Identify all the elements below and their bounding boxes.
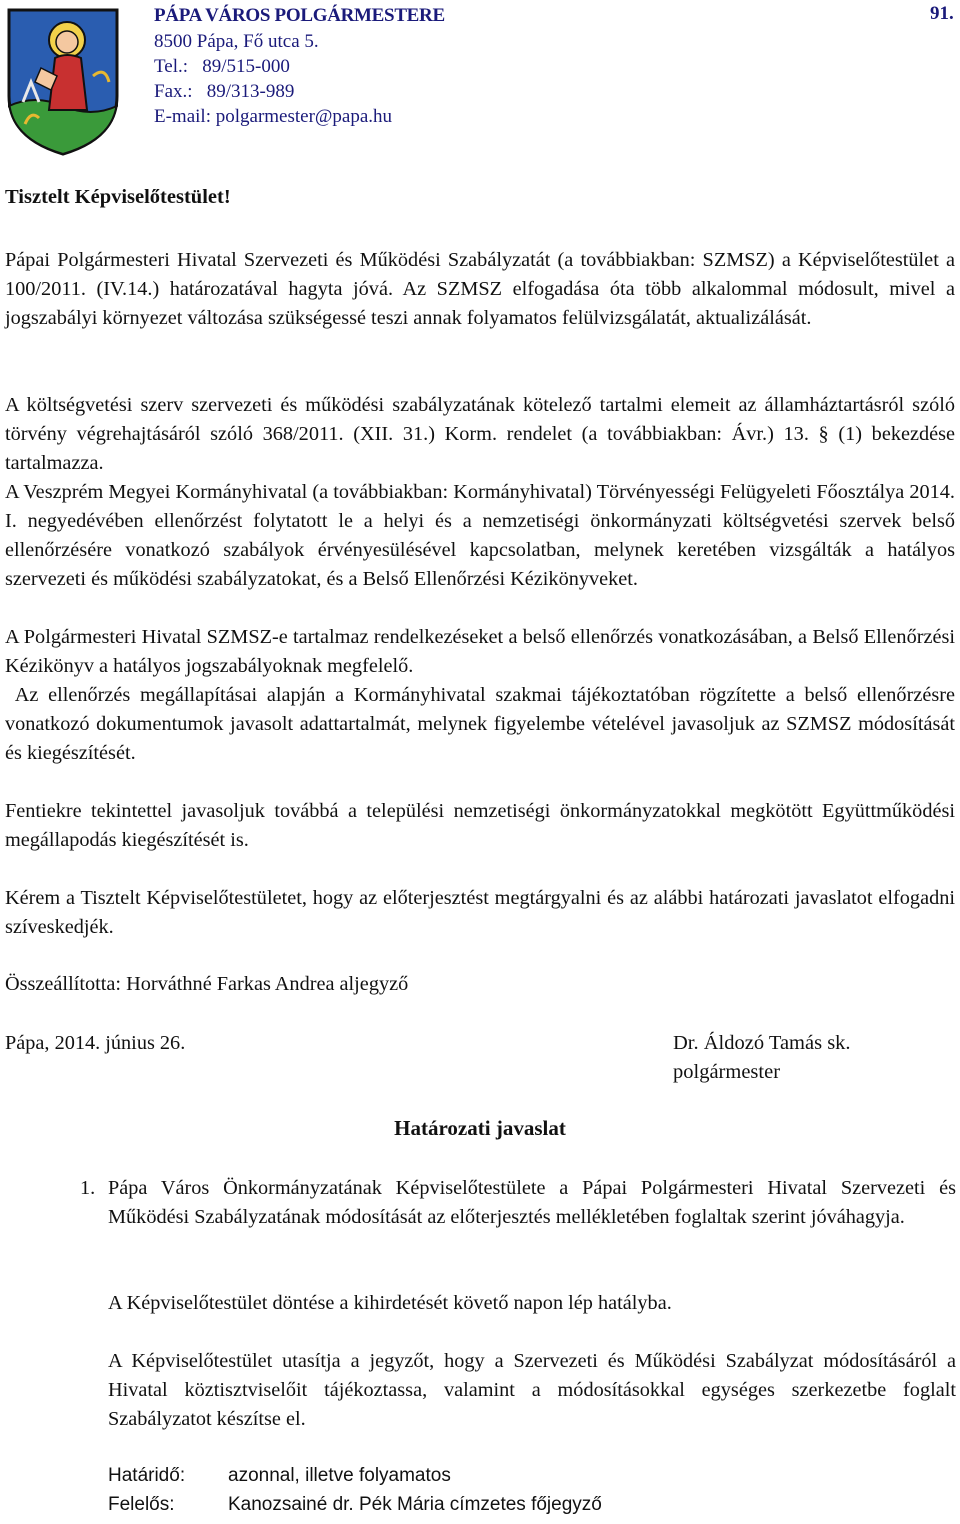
office-address: 8500 Pápa, Fő utca 5. — [154, 31, 319, 52]
compiled-by: Összeállította: Horváthné Farkas Andrea aljegyző — [5, 973, 409, 995]
paragraph-current-state: A Polgármesteri Hivatal SZMSZ-e tartalmaz rendelkezéseket a belső ellenőrzés vonatkozásában, a Belső Ellenőrzési Kézikönyv a hatályos jogszabályoknak megfelelő. — [5, 626, 955, 677]
resolution-number: 1. — [80, 1177, 96, 1199]
page-number: 91. — [930, 3, 954, 24]
responsible-value: Kanozsainé dr. Pék Mária címzetes főjegyző — [228, 1494, 602, 1515]
deadline-label: Határidő: — [108, 1465, 186, 1486]
responsible-label: Felelős: — [108, 1494, 175, 1515]
paragraph-legal-basis: A költségvetési szerv szervezeti és működési szabályzatának kötelező tartalmi elemeit az államháztartásról szóló törvény végrehajtásáról szóló 368/2011. (XII. 31.) Korm. rendelet (a továbbiakban: Ávr.) 13. § (1) bekezdése tartalmazza. — [5, 394, 955, 474]
signatory-name: Dr. Áldozó Tamás sk. — [673, 1032, 851, 1054]
office-title: PÁPA VÁROS POLGÁRMESTERE — [154, 5, 445, 26]
paragraph-inspection: A Veszprém Megyei Kormányhivatal (a továbbiakban: Kormányhivatal) Törvényességi Felügyeleti Főosztálya 2014. I. negyedévében ellenőrzést folytatott le a helyi és a nemzetiségi önkormányzati költségvetési szervek belső ellenőrzésére vonatkozó szabályok érvényesülésével kapcsolatban, melynek keretében vizsgálták a hatályos szervezeti és működési szabályzatokat, és a Belső Ellenőrzési Kézikönyveket. — [5, 481, 955, 590]
resolution-title: Határozati javaslat — [394, 1116, 566, 1140]
paragraph-proposal: Az ellenőrzés megállapításai alapján a Kormányhivatal szakmai tájékoztatóban rögzítette a belső ellenőrzésre vonatkozó dokumentumok javasolt adattartalmát, melynek figyelembe vételével javasoljuk az SZMSZ módosítását és kiegészítését. — [5, 684, 960, 764]
office-fax: Fax.: 89/313-989 — [154, 81, 295, 102]
resolution-point-instruction: A Képviselőtestület utasítja a jegyzőt, hogy a Szervezeti és Működési Szabályzat módosításáról a Hivatal köztisztviselőit tájékoztassa, valamint a módosításokkal egységes szerkezetbe foglalt Szabályzatot készítse el. — [108, 1350, 956, 1430]
salutation: Tisztelt Képviselőtestület! — [5, 186, 231, 208]
resolution-point-approval: Pápa Város Önkormányzatának Képviselőtestülete a Pápai Polgármesteri Hivatal Szervezeti és Működési Szabályzatának módosítását az előterjesztés mellékletében foglaltak szerint jóváhagyja. — [108, 1177, 956, 1228]
deadline-value: azonnal, illetve folyamatos — [228, 1465, 451, 1486]
resolution-point-effect: A Képviselőtestület döntése a kihirdetését követő napon lép hatályba. — [108, 1292, 672, 1314]
signatory-role: polgármester — [673, 1061, 781, 1083]
office-phone: Tel.: 89/515-000 — [154, 56, 290, 77]
paragraph-request: Kérem a Tisztelt Képviselőtestületet, hogy az előterjesztést megtárgyalni és az alábbi határozati javaslatot elfogadni szíveskedjék. — [5, 887, 955, 938]
paragraph-intro: Pápai Polgármesteri Hivatal Szervezeti és Működési Szabályzatát (a továbbiakban: SZMSZ) a Képviselőtestület a 100/2011. (IV.14.) határozatával hagyta jóvá. Az SZMSZ elfogadása óta több alkalommal módosult, mivel a jogszabályi környezet változása szükségessé teszi annak folyamatos felülvizsgálatát, aktualizálását. — [5, 249, 955, 329]
place-date: Pápa, 2014. június 26. — [5, 1032, 186, 1054]
coat-of-arms — [5, 6, 121, 156]
office-email: E-mail: polgarmester@papa.hu — [154, 106, 393, 127]
paragraph-agreement: Fentiekre tekintettel javasoljuk továbbá a települési nemzetiségi önkormányzatokkal megkötött Együttműködési megállapodás kiegészítését is. — [5, 800, 955, 851]
coat-of-arms-image — [5, 6, 121, 156]
